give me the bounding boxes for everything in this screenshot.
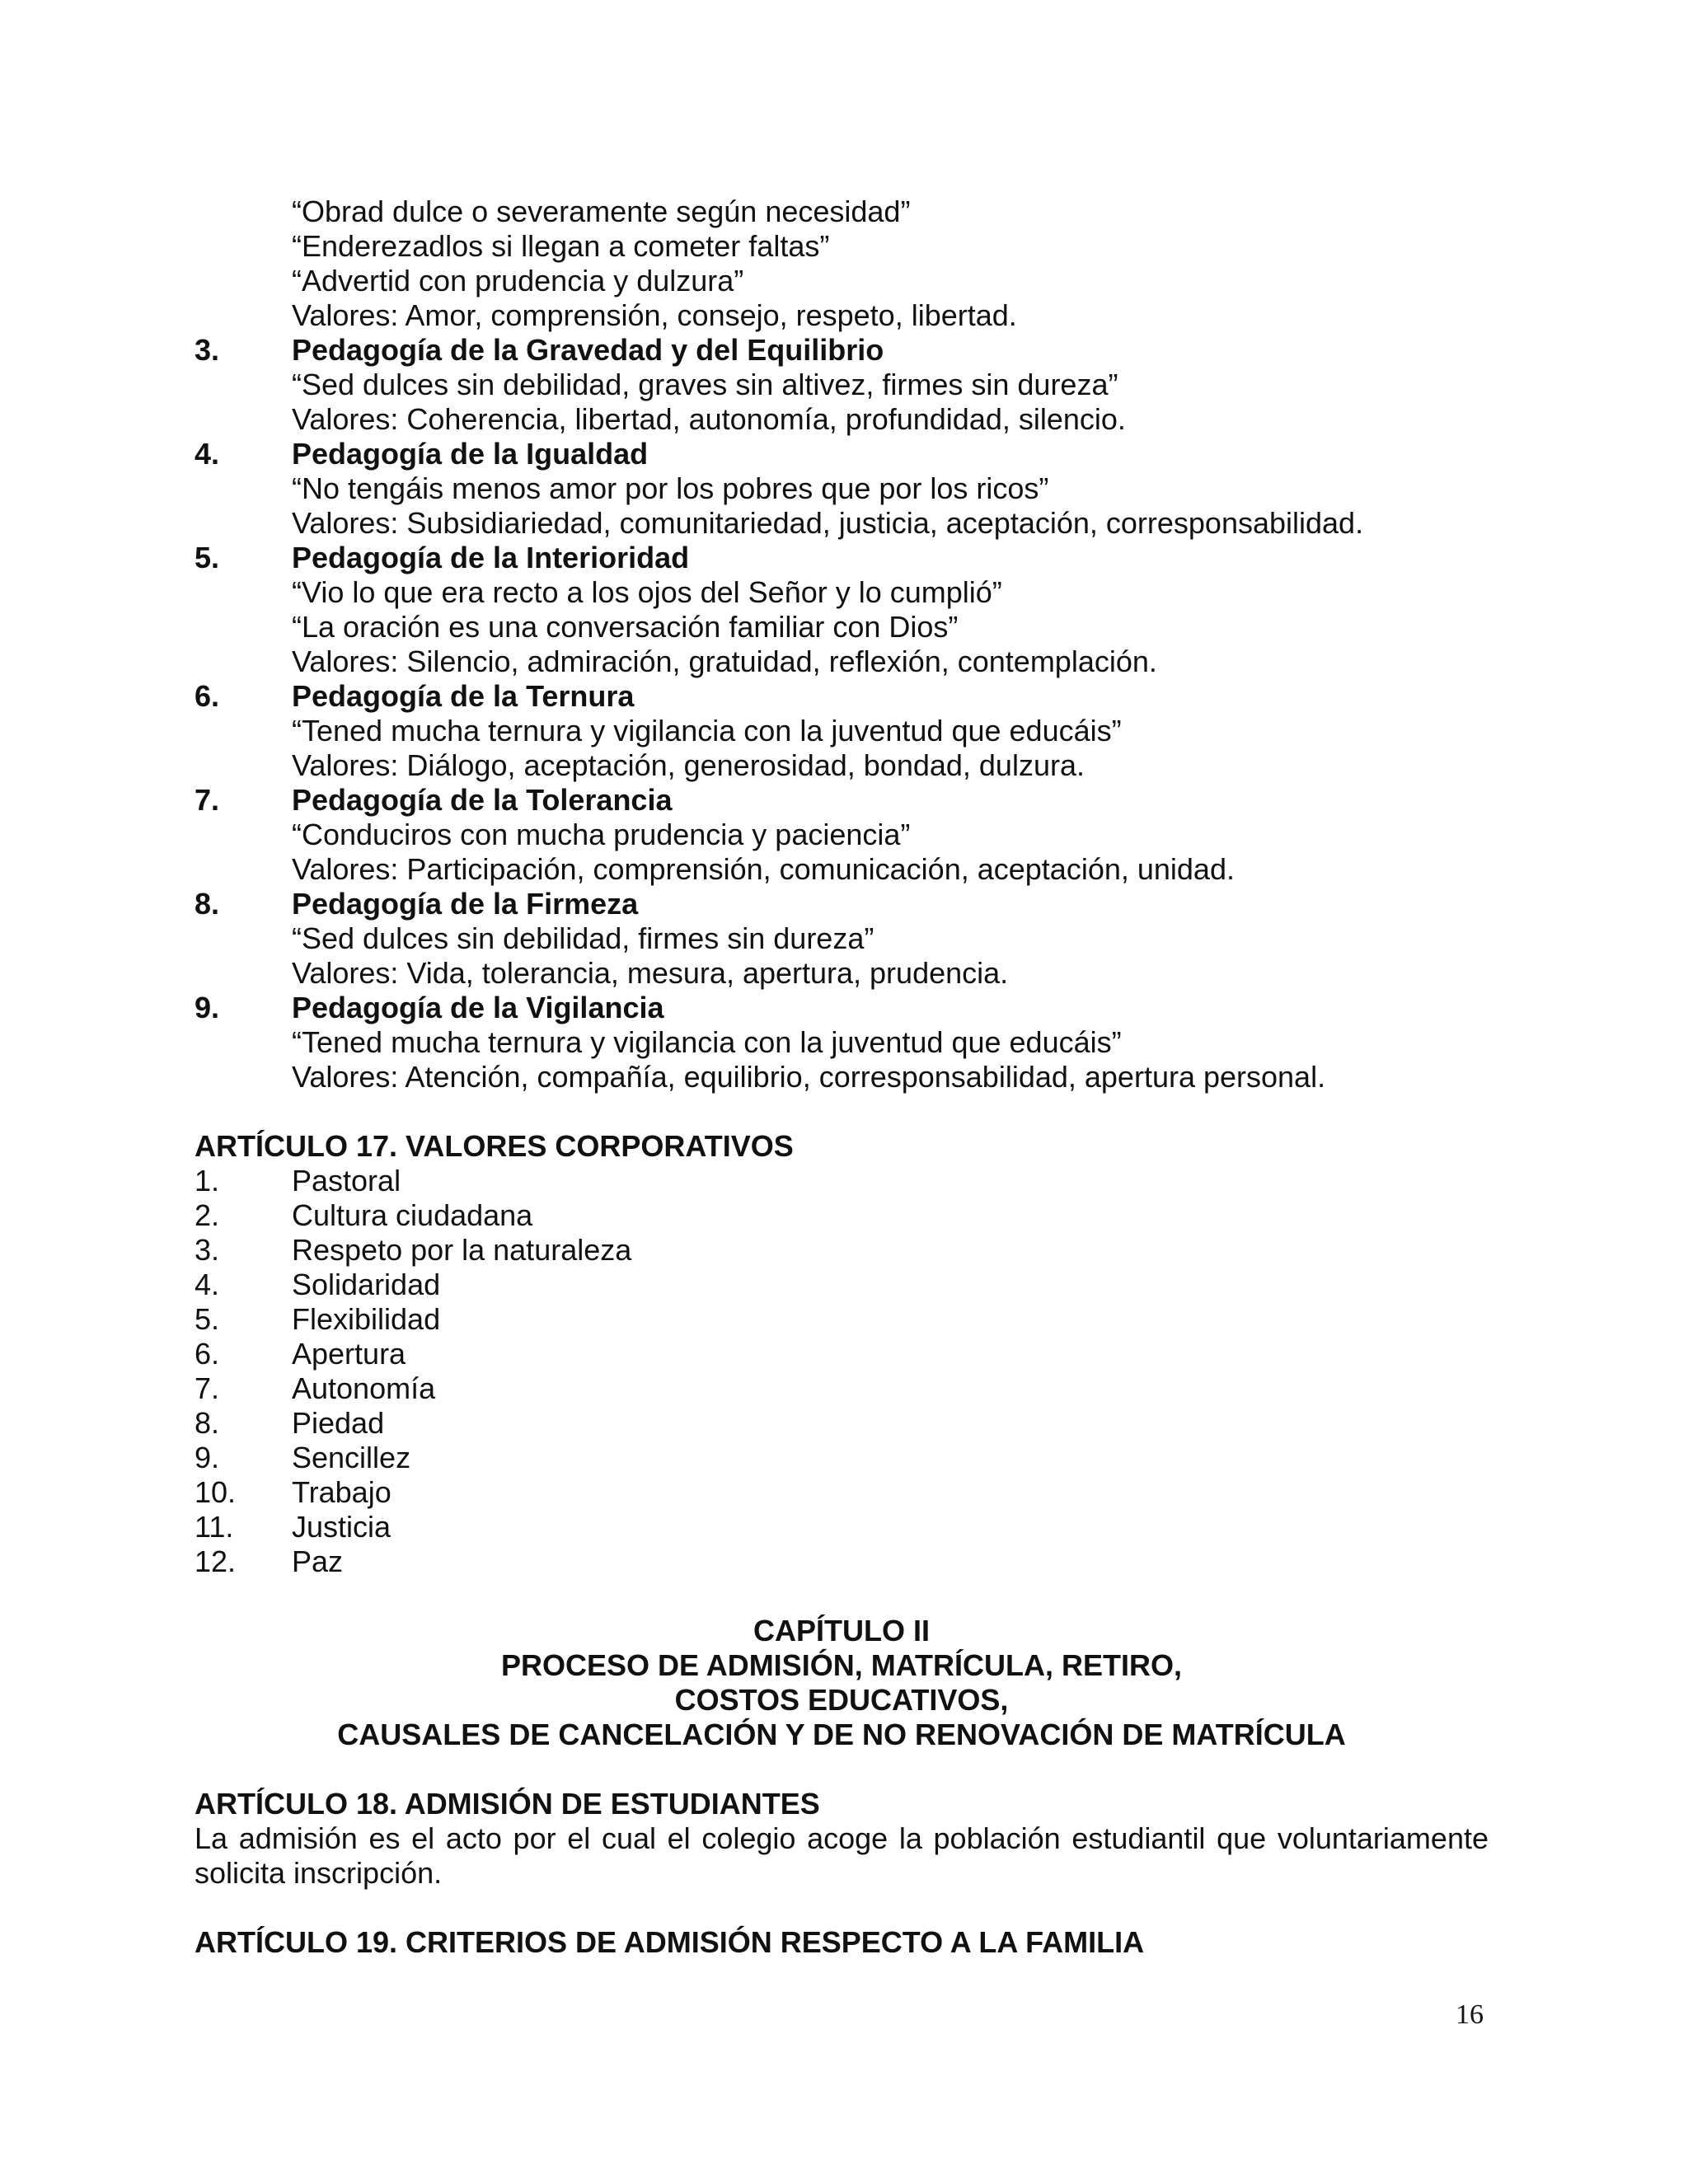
- chapter-title: CAPÍTULO II: [753, 1614, 930, 1647]
- pedagogia-item: [195, 783, 1489, 887]
- pedagogia-values: Valores: Participación, comprensión, comunicación, aceptación, unidad.: [292, 852, 1235, 886]
- list-item: [195, 1406, 1489, 1441]
- list-item-label: Cultura ciudadana: [292, 1198, 533, 1232]
- list-item-label: Autonomía: [292, 1371, 436, 1405]
- list-item: [195, 1337, 1489, 1371]
- articulo-17-heading: ARTÍCULO 17. VALORES CORPORATIVOS: [195, 1129, 794, 1163]
- pedagogia-title: Pedagogía de la Tolerancia: [292, 783, 673, 817]
- pedagogia-item: [195, 679, 1489, 783]
- pedagogia-quote: “Tened mucha ternura y vigilancia con la juventud que educáis”: [292, 714, 1122, 748]
- spacer: [195, 1891, 1489, 1925]
- intro-line: “Enderezadlos si llegan a cometer faltas”: [292, 229, 830, 263]
- pedagogia-quote: “Tened mucha ternura y vigilancia con la juventud que educáis”: [292, 1025, 1122, 1059]
- list-item: [195, 1544, 1489, 1579]
- pedagogia-number: 5.: [195, 541, 220, 574]
- list-item-label: Flexibilidad: [292, 1302, 441, 1336]
- list-item-label: Apertura: [292, 1337, 406, 1371]
- pedagogia-number: 6.: [195, 679, 220, 713]
- intro-block: [195, 194, 1489, 333]
- pedagogia-quote: “Vio lo que era recto a los ojos del Señor y lo cumplió”: [292, 575, 1002, 609]
- list-item: [195, 1233, 1489, 1268]
- list-item: [195, 1164, 1489, 1198]
- pedagogia-quote: “Sed dulces sin debilidad, firmes sin dureza”: [292, 921, 874, 955]
- chapter-heading: [195, 1614, 1489, 1752]
- list-item-number: 2.: [195, 1198, 220, 1232]
- pedagogia-number: 8.: [195, 887, 220, 921]
- list-item-label: Sencillez: [292, 1441, 411, 1474]
- pedagogia-number: 4.: [195, 437, 220, 471]
- list-item: [195, 1510, 1489, 1544]
- list-item-number: 9.: [195, 1441, 220, 1474]
- chapter-subtitle-line: CAUSALES DE CANCELACIÓN Y DE NO RENOVACIÓN DE MATRÍCULA: [337, 1718, 1346, 1751]
- list-item-number: 7.: [195, 1371, 220, 1405]
- intro-line: “Obrad dulce o severamente según necesidad”: [292, 194, 911, 228]
- pedagogia-title: Pedagogía de la Vigilancia: [292, 991, 664, 1024]
- list-item-number: 8.: [195, 1406, 220, 1440]
- spacer: [195, 1752, 1489, 1787]
- list-item-label: Piedad: [292, 1406, 385, 1440]
- pedagogia-item: [195, 887, 1489, 991]
- list-item: [195, 1371, 1489, 1406]
- pedagogia-values: Valores: Coherencia, libertad, autonomía, profundidad, silencio.: [292, 402, 1126, 436]
- pedagogia-title-line: [195, 679, 1489, 714]
- pedagogia-item: [195, 437, 1489, 541]
- list-item-number: 12.: [195, 1544, 237, 1578]
- spacer: [195, 1094, 1489, 1129]
- pedagogia-quote: “No tengáis menos amor por los pobres que por los ricos”: [292, 471, 1049, 505]
- pedagogia-quote: “La oración es una conversación familiar con Dios”: [292, 610, 959, 644]
- list-item: [195, 1302, 1489, 1337]
- valores-corporativos-list: [195, 1164, 1489, 1579]
- list-item: [195, 1441, 1489, 1475]
- list-item-label: Justicia: [292, 1510, 392, 1544]
- pedagogia-title: Pedagogía de la Firmeza: [292, 887, 639, 921]
- chapter-subtitle-line: PROCESO DE ADMISIÓN, MATRÍCULA, RETIRO,: [500, 1648, 1182, 1682]
- list-item-number: 4.: [195, 1268, 220, 1301]
- pedagogia-quote: “Sed dulces sin debilidad, graves sin altivez, firmes sin dureza”: [292, 368, 1118, 401]
- pedagogia-number: 3.: [195, 333, 220, 367]
- list-item-number: 10.: [195, 1475, 237, 1509]
- list-item-number: 6.: [195, 1337, 220, 1371]
- pedagogia-title-line: [195, 437, 1489, 471]
- pedagogia-title: Pedagogía de la Interioridad: [292, 541, 690, 574]
- page-number: 16: [1456, 1999, 1484, 2030]
- spacer: [195, 1579, 1489, 1614]
- page-content: [195, 194, 1489, 1960]
- pedagogia-values: Valores: Silencio, admiración, gratuidad, reflexión, contemplación.: [292, 644, 1157, 678]
- pedagogia-number: 7.: [195, 783, 220, 817]
- intro-values-line: Valores: Amor, comprensión, consejo, respeto, libertad.: [292, 298, 1017, 332]
- list-item-label: Respeto por la naturaleza: [292, 1233, 632, 1267]
- pedagogia-number: 9.: [195, 991, 220, 1024]
- pedagogia-title: Pedagogía de la Igualdad: [292, 437, 649, 471]
- pedagogia-item: [195, 541, 1489, 679]
- pedagogia-title-line: [195, 991, 1489, 1025]
- list-item-number: 3.: [195, 1233, 220, 1267]
- list-item-number: 1.: [195, 1164, 220, 1197]
- pedagogia-item: [195, 333, 1489, 437]
- articulo-18-paragraph: La admisión es el acto por el cual el colegio acoge la población estudiantil que voluntariamente solicita inscripción.: [195, 1821, 1489, 1890]
- list-item: [195, 1475, 1489, 1510]
- articulo-19-heading: ARTÍCULO 19. CRITERIOS DE ADMISIÓN RESPECTO A LA FAMILIA: [195, 1925, 1145, 1959]
- pedagogia-values: Valores: Subsidiariedad, comunitariedad, justicia, aceptación, corresponsabilidad.: [292, 506, 1364, 540]
- list-item-label: Pastoral: [292, 1164, 401, 1197]
- pedagogia-title: Pedagogía de la Ternura: [292, 679, 635, 713]
- pedagogia-quote: “Conduciros con mucha prudencia y paciencia”: [292, 818, 911, 851]
- list-item-label: Paz: [292, 1544, 344, 1578]
- pedagogia-title-line: [195, 333, 1489, 368]
- list-item: [195, 1198, 1489, 1233]
- list-item-label: Trabajo: [292, 1475, 392, 1509]
- list-item-number: 11.: [195, 1510, 234, 1544]
- pedagogia-values: Valores: Diálogo, aceptación, generosidad, bondad, dulzura.: [292, 748, 1085, 782]
- list-item-number: 5.: [195, 1302, 220, 1336]
- list-item: [195, 1268, 1489, 1302]
- intro-line: “Advertid con prudencia y dulzura”: [292, 264, 744, 298]
- articulo-18-heading: ARTÍCULO 18. ADMISIÓN DE ESTUDIANTES: [195, 1787, 820, 1821]
- pedagogia-values: Valores: Vida, tolerancia, mesura, apertura, prudencia.: [292, 956, 1009, 990]
- pedagogia-title-line: [195, 541, 1489, 575]
- pedagogia-title: Pedagogía de la Gravedad y del Equilibrio: [292, 333, 884, 367]
- pedagogia-values: Valores: Atención, compañía, equilibrio, corresponsabilidad, apertura personal.: [292, 1060, 1326, 1094]
- pedagogia-title-line: [195, 887, 1489, 921]
- list-item-label: Solidaridad: [292, 1268, 441, 1301]
- pedagogia-item: [195, 991, 1489, 1094]
- pedagogia-title-line: [195, 783, 1489, 818]
- chapter-subtitle-line: COSTOS EDUCATIVOS,: [674, 1683, 1009, 1717]
